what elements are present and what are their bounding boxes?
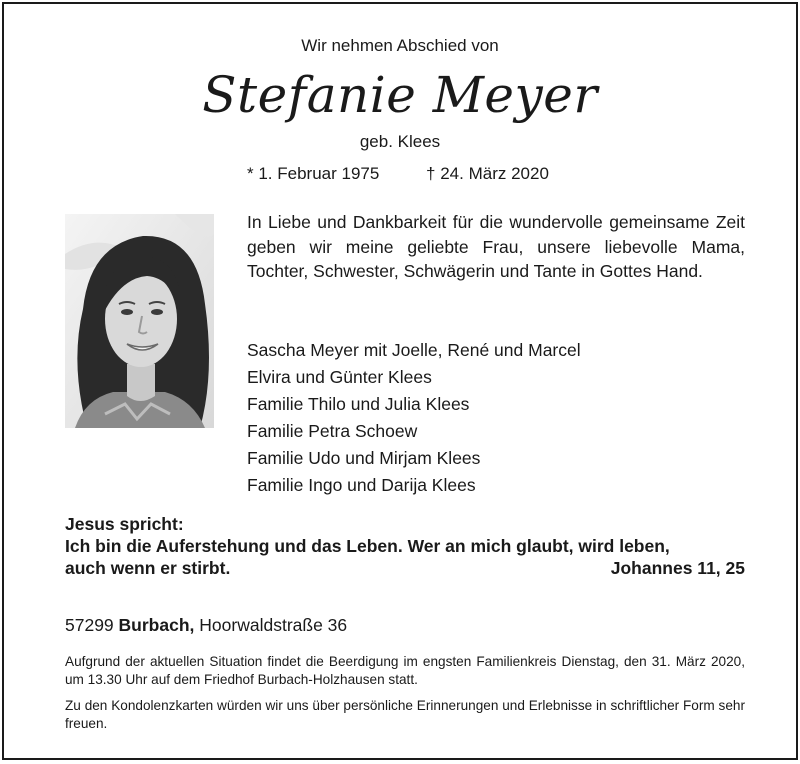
family-address	[65, 615, 347, 636]
verse-reference: Johannes 11, 25	[610, 558, 745, 578]
list-item: Sascha Meyer mit Joelle, René und Marcel	[247, 340, 581, 360]
list-item: Familie Ingo und Darija Klees	[247, 475, 476, 495]
death-date: † 24. März 2020	[426, 164, 549, 183]
verse-line: auch wenn er stirbt.	[65, 558, 231, 578]
list-item: Familie Petra Schoew	[247, 421, 418, 441]
list-item: Familie Udo und Mirjam Klees	[247, 448, 481, 468]
verse-line: Ich bin die Auferstehung und das Leben. Wer an mich glaubt, wird leben,	[65, 536, 670, 556]
obituary-notice	[2, 2, 798, 760]
mourners-list	[247, 337, 581, 499]
birth-date: * 1. Februar 1975	[247, 164, 380, 183]
verse-last-row	[65, 557, 745, 579]
life-dates	[247, 164, 549, 184]
verse-intro: Jesus spricht:	[65, 514, 184, 534]
bible-verse	[65, 513, 745, 579]
funeral-notice: Aufgrund der aktuellen Situation findet die Beerdigung im engsten Familienkreis Dienstag, den 31. März 2020, um 13.30 Uhr auf dem Friedhof Burbach-Holzhausen statt.	[65, 654, 745, 687]
intro-text: Wir nehmen Abschied von	[301, 36, 499, 55]
birth-name: geb. Klees	[359, 132, 441, 151]
postal-code: 57299	[65, 615, 114, 635]
condolence-notice: Zu den Kondolenzkarten würden wir uns über persönliche Erinnerungen und Erlebnisse in schriftlicher Form sehr freuen.	[65, 698, 745, 731]
portrait-photo-icon	[65, 214, 214, 428]
list-item: Elvira und Günter Klees	[247, 367, 432, 387]
tribute-text: In Liebe und Dankbarkeit für die wundervolle gemeinsame Zeit geben wir meine geliebte Frau, unsere liebevolle Mama, Tochter, Schwester, Schwägerin und Tante in Gottes Hand.	[247, 212, 745, 281]
city: Burbach,	[118, 615, 195, 635]
list-item: Familie Thilo und Julia Klees	[247, 394, 470, 414]
street: Hoorwaldstraße 36	[199, 615, 348, 635]
deceased-name: Stefanie Meyer	[202, 66, 598, 124]
